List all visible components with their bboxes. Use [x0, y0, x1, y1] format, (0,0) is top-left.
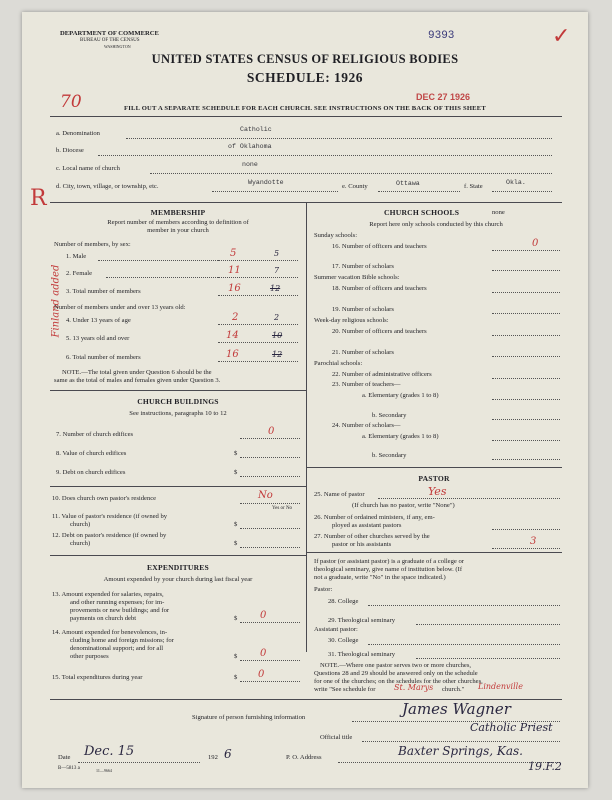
running-expenses-line [240, 622, 300, 623]
state-label: f. State [464, 183, 483, 190]
schools-sub: Report here only schools conducted by this church [369, 221, 503, 228]
assistant-seminary-line [416, 658, 560, 659]
r-mark: R [30, 186, 47, 211]
weekday-scholars-line [492, 356, 560, 357]
summer-schools-label: Summer vacation Bible schools: [314, 274, 400, 281]
other-churches-value: 3 [530, 536, 537, 547]
other-churches-line [492, 548, 560, 549]
official-title-value: Catholic Priest [470, 721, 553, 734]
edifices-count-value: 0 [268, 426, 275, 437]
pastor-note-handwritten: St. Marys [394, 683, 434, 692]
bureau-name: BUREAU OF THE CENSUS [80, 38, 140, 43]
teachers-elementary-label: a. Elementary (grades 1 to 8) [362, 392, 439, 399]
parochial-teachers-label: 23. Number of teachers— [332, 381, 401, 388]
pastor-note-handwritten-2: Lindenville [478, 682, 523, 691]
total-members-original: 12 [270, 284, 281, 293]
teachers-elementary-line [492, 399, 560, 400]
assistant-pastor-label: Assistant pastor: [314, 626, 358, 633]
residence-own-label: 10. Does church own pastor's residence [52, 495, 157, 502]
pastor-college-label: 28. College [328, 598, 359, 605]
sunday-scholars-line [492, 270, 560, 271]
benevolences-label-4: other purposes [70, 653, 109, 660]
schools-heading: CHURCH SCHOOLS [384, 208, 460, 217]
buildings-mid-rule [50, 486, 306, 487]
summer-officers-label: 18. Number of officers and teachers [332, 285, 427, 292]
male-original: 5 [274, 249, 280, 258]
schools-heading-value: none [492, 209, 505, 216]
female-leader [106, 277, 218, 278]
pastor-name-label: 25. Name of pastor [314, 491, 365, 498]
year-prefix: 192 [208, 754, 218, 761]
diocese-value: of Oklahoma [228, 143, 272, 150]
benevolences-line [240, 660, 300, 661]
under-13-line [218, 324, 298, 325]
sunday-officers-label: 16. Number of officers and teachers [332, 243, 427, 250]
over-13-line [218, 342, 298, 343]
running-expenses-label: 13. Amount expended for salaries, repairs, [52, 591, 164, 598]
sunday-schools-label: Sunday schools: [314, 232, 358, 239]
edifices-value-line [240, 457, 300, 458]
signature-value: James Wagner [402, 700, 511, 718]
female-label: 2. Female [66, 270, 93, 277]
total-members-line [218, 295, 298, 296]
over-13-original: 10 [272, 331, 283, 340]
residence-own-line [240, 503, 300, 504]
total-expenditures-value: 0 [258, 669, 265, 680]
form-title: UNITED STATES CENSUS OF RELIGIOUS BODIES [151, 52, 459, 66]
assistant-college-label: 30. College [328, 637, 359, 644]
parochial-officers-line [492, 378, 560, 379]
pastor-name-value: Yes [428, 485, 447, 498]
male-label: 1. Male [66, 253, 87, 260]
running-expenses-value: 0 [260, 610, 267, 621]
signature-label: Signature of person furnishing information [192, 714, 306, 721]
date-label: Date [58, 754, 71, 761]
ordained-ministers-line [492, 529, 560, 530]
pastor-college-line [368, 605, 560, 606]
residence-value-line [240, 528, 300, 529]
residence-own-value: No [258, 490, 273, 501]
city-label: d. City, town, village, or township, etc. [56, 183, 159, 190]
graduate-note-3: not a graduate, write "No" in the space indicated.) [314, 574, 446, 581]
female-line [218, 277, 298, 278]
total-expenditures-label: 15. Total expenditures during year [52, 674, 143, 681]
ordained-ministers-label-2: ployed as assistant pastors [332, 522, 402, 529]
assistant-seminary-label: 31. Theological seminary [328, 651, 396, 658]
diocese-label: b. Diocese [56, 147, 84, 154]
teachers-secondary-line [492, 419, 560, 420]
edifices-debt-label: 9. Debt on church edifices [56, 469, 126, 476]
membership-intro-2: member in your church [147, 227, 209, 234]
age-intro-label: Number of members under and over 13 years old: [54, 304, 186, 311]
parochial-schools-label: Parochial schools: [314, 360, 363, 367]
assistant-college-line [368, 644, 560, 645]
pastor-note-4: write "See schedule for [314, 686, 376, 693]
benevolences-dollar: $ [234, 653, 238, 660]
local-name-value: none [242, 161, 258, 168]
graduate-note-2: theological seminary, give name of institution below. (If [314, 566, 463, 573]
male-line [218, 260, 298, 261]
male-value: 5 [230, 248, 237, 259]
running-expenses-label-4: payments on church debt [70, 615, 137, 622]
summer-scholars-label: 19. Number of scholars [332, 306, 394, 313]
local-name-label: c. Local name of church [56, 165, 120, 172]
total-expenditures-line [240, 681, 300, 682]
membership-note-1: NOTE.—The total given under Question 6 should be the [62, 369, 212, 376]
form-number-2: 11—9664 [96, 768, 112, 773]
membership-intro-1: Report number of members according to definition of [107, 219, 249, 226]
total-age-original: 12 [272, 350, 283, 359]
sunday-officers-value: 0 [532, 238, 539, 249]
city-line [212, 191, 338, 192]
sunday-scholars-label: 17. Number of scholars [332, 263, 394, 270]
graduate-note-1: If pastor (or assistant pastor) is a graduate of a college or [314, 558, 464, 565]
form-number: B—5813 a [58, 766, 80, 771]
teachers-secondary-label: b. Secondary [372, 412, 407, 419]
male-leader [98, 260, 218, 261]
female-original: 7 [274, 266, 280, 275]
pastor-name-line [378, 498, 560, 499]
edifices-count-line [240, 438, 300, 439]
under-13-value: 2 [232, 312, 239, 323]
scholars-secondary-label: b. Secondary [372, 452, 407, 459]
total-expenditures-dollar: $ [234, 674, 238, 681]
scholars-elementary-line [492, 440, 560, 441]
county-value: Ottawa [396, 180, 420, 187]
county-line [378, 191, 460, 192]
residence-value-label: 11. Value of pastor's residence (if owned by [52, 513, 168, 520]
bureau-city: WASHINGTON [104, 44, 131, 49]
denomination-line [126, 138, 552, 139]
running-expenses-label-3: provements or new buildings; and for [70, 607, 170, 614]
denomination-label: a. Denomination [56, 130, 100, 137]
pastor-note-5: church." [442, 686, 465, 693]
total-members-label: 3. Total number of members [66, 288, 141, 295]
parochial-scholars-label: 24. Number of scholars— [332, 422, 401, 429]
over-13-value: 14 [226, 330, 239, 341]
dept-name: DEPARTMENT OF COMMERCE [60, 30, 159, 37]
total-members-value: 16 [228, 283, 241, 294]
official-title-line [362, 741, 560, 742]
running-expenses-dollar: $ [234, 615, 238, 622]
benevolences-value: 0 [260, 648, 267, 659]
pastor-heading: PASTOR [418, 474, 450, 483]
scholars-elementary-label: a. Elementary (grades 1 to 8) [362, 433, 439, 440]
over-13-label: 5. 13 years old and over [66, 335, 130, 342]
expenditures-sub: Amount expended by your church during last fiscal year [103, 576, 253, 583]
form-instructions: FILL OUT A SEPARATE SCHEDULE FOR EACH CHURCH. SEE INSTRUCTIONS ON THE BACK OF THIS SHEET [124, 105, 486, 112]
official-title-label: Official title [320, 734, 353, 741]
residence-value-label-2: church) [70, 521, 91, 528]
date-line [78, 762, 200, 763]
benevolences-label: 14. Amount expended for benevolences, in- [52, 629, 168, 636]
benevolences-label-3: denominational support; and for all [70, 645, 164, 652]
total-age-line [218, 361, 298, 362]
state-line [492, 191, 552, 192]
pastor-sub-label: Pastor: [314, 586, 333, 593]
denomination-value: Catholic [240, 126, 272, 133]
weekday-schools-label: Week-day religious schools: [314, 317, 389, 324]
membership-rule [50, 390, 306, 391]
other-churches-label: 27. Number of other churches served by the [314, 533, 430, 540]
buildings-heading: CHURCH BUILDINGS [137, 397, 219, 406]
state-value: Okla. [506, 179, 526, 186]
census-schedule-page [22, 12, 588, 788]
received-date-stamp: DEC 27 1926 [416, 92, 471, 102]
total-age-label: 6. Total number of members [66, 354, 141, 361]
side-handwritten-note: Finland added [50, 264, 62, 338]
edifices-debt-line [240, 476, 300, 477]
parochial-officers-label: 22. Number of administrative officers [332, 371, 432, 378]
po-address-extra: 19.F.2 [528, 760, 562, 773]
summer-officers-line [492, 292, 560, 293]
check-mark-icon: ✓ [552, 24, 571, 49]
pastor-name-hint: (If church has no pastor, write "None") [352, 502, 455, 509]
diocese-line [98, 155, 552, 156]
edifices-value-dollar: $ [234, 450, 238, 457]
edifices-value-label: 8. Value of church edifices [56, 450, 127, 457]
edifices-debt-dollar: $ [234, 469, 238, 476]
po-address-label: P. O. Address [286, 754, 322, 761]
other-churches-label-2: pastor or his assistants [332, 541, 392, 548]
running-expenses-label-2: and other running expenses; for im- [70, 599, 165, 606]
pastor-seminary-line [416, 624, 560, 625]
pastor-note-3: for one of the churches; on the schedules for the other churches, [314, 678, 483, 685]
pastor-mid-rule [306, 552, 562, 553]
schedule-title: SCHEDULE: 1926 [246, 70, 364, 85]
pastor-seminary-label: 29. Theological seminary [328, 617, 396, 624]
buildings-sub: See instructions, paragraphs 10 to 12 [129, 410, 227, 417]
header-rule [50, 116, 562, 117]
buildings-rule [50, 555, 306, 556]
residence-own-hint: Yes or No [272, 506, 293, 511]
county-label: e. County [342, 183, 368, 190]
weekday-officers-line [492, 335, 560, 336]
residence-value-dollar: $ [234, 521, 238, 528]
date-value: Dec. 15 [84, 744, 135, 759]
female-value: 11 [228, 265, 241, 276]
local-name-line [150, 173, 552, 174]
ordained-ministers-label: 26. Number of ordained ministers, if any, em- [314, 514, 435, 521]
members-by-sex-label: Number of members, by sex: [54, 241, 131, 248]
membership-heading: MEMBERSHIP [150, 208, 206, 217]
benevolences-label-2: cluding home and foreign missions; for [70, 637, 174, 644]
membership-note-2: same as the total of males and females given under Question 3. [54, 377, 221, 384]
under-13-label: 4. Under 13 years of age [66, 317, 131, 324]
po-address-line [338, 762, 560, 763]
expenditures-heading: EXPENDITURES [147, 563, 209, 572]
left-mark: 70 [60, 92, 82, 112]
sunday-officers-line [492, 250, 560, 251]
under-13-original: 2 [274, 313, 280, 322]
weekday-scholars-label: 21. Number of scholars [332, 349, 394, 356]
weekday-officers-label: 20. Number of officers and teachers [332, 328, 427, 335]
summer-scholars-line [492, 313, 560, 314]
pastor-note-2: Questions 28 and 29 should be answered only on the schedule [314, 670, 478, 677]
total-age-value: 16 [226, 349, 239, 360]
residence-debt-label: 12. Debt on pastor's residence (if owned by [52, 532, 167, 539]
schedule-number: 9393 [428, 30, 455, 42]
schools-rule [306, 467, 562, 468]
residence-debt-line [240, 547, 300, 548]
scholars-secondary-line [492, 459, 560, 460]
column-divider [306, 202, 307, 652]
city-value: Wyandotte [248, 179, 284, 186]
residence-debt-dollar: $ [234, 540, 238, 547]
edifices-count-label: 7. Number of church edifices [56, 431, 134, 438]
pastor-note-1: NOTE.—Where one pastor serves two or more churches, [320, 662, 472, 669]
year-value: 6 [224, 747, 232, 761]
residence-debt-label-2: church) [70, 540, 91, 547]
po-address-value: Baxter Springs, Kas. [398, 744, 523, 758]
